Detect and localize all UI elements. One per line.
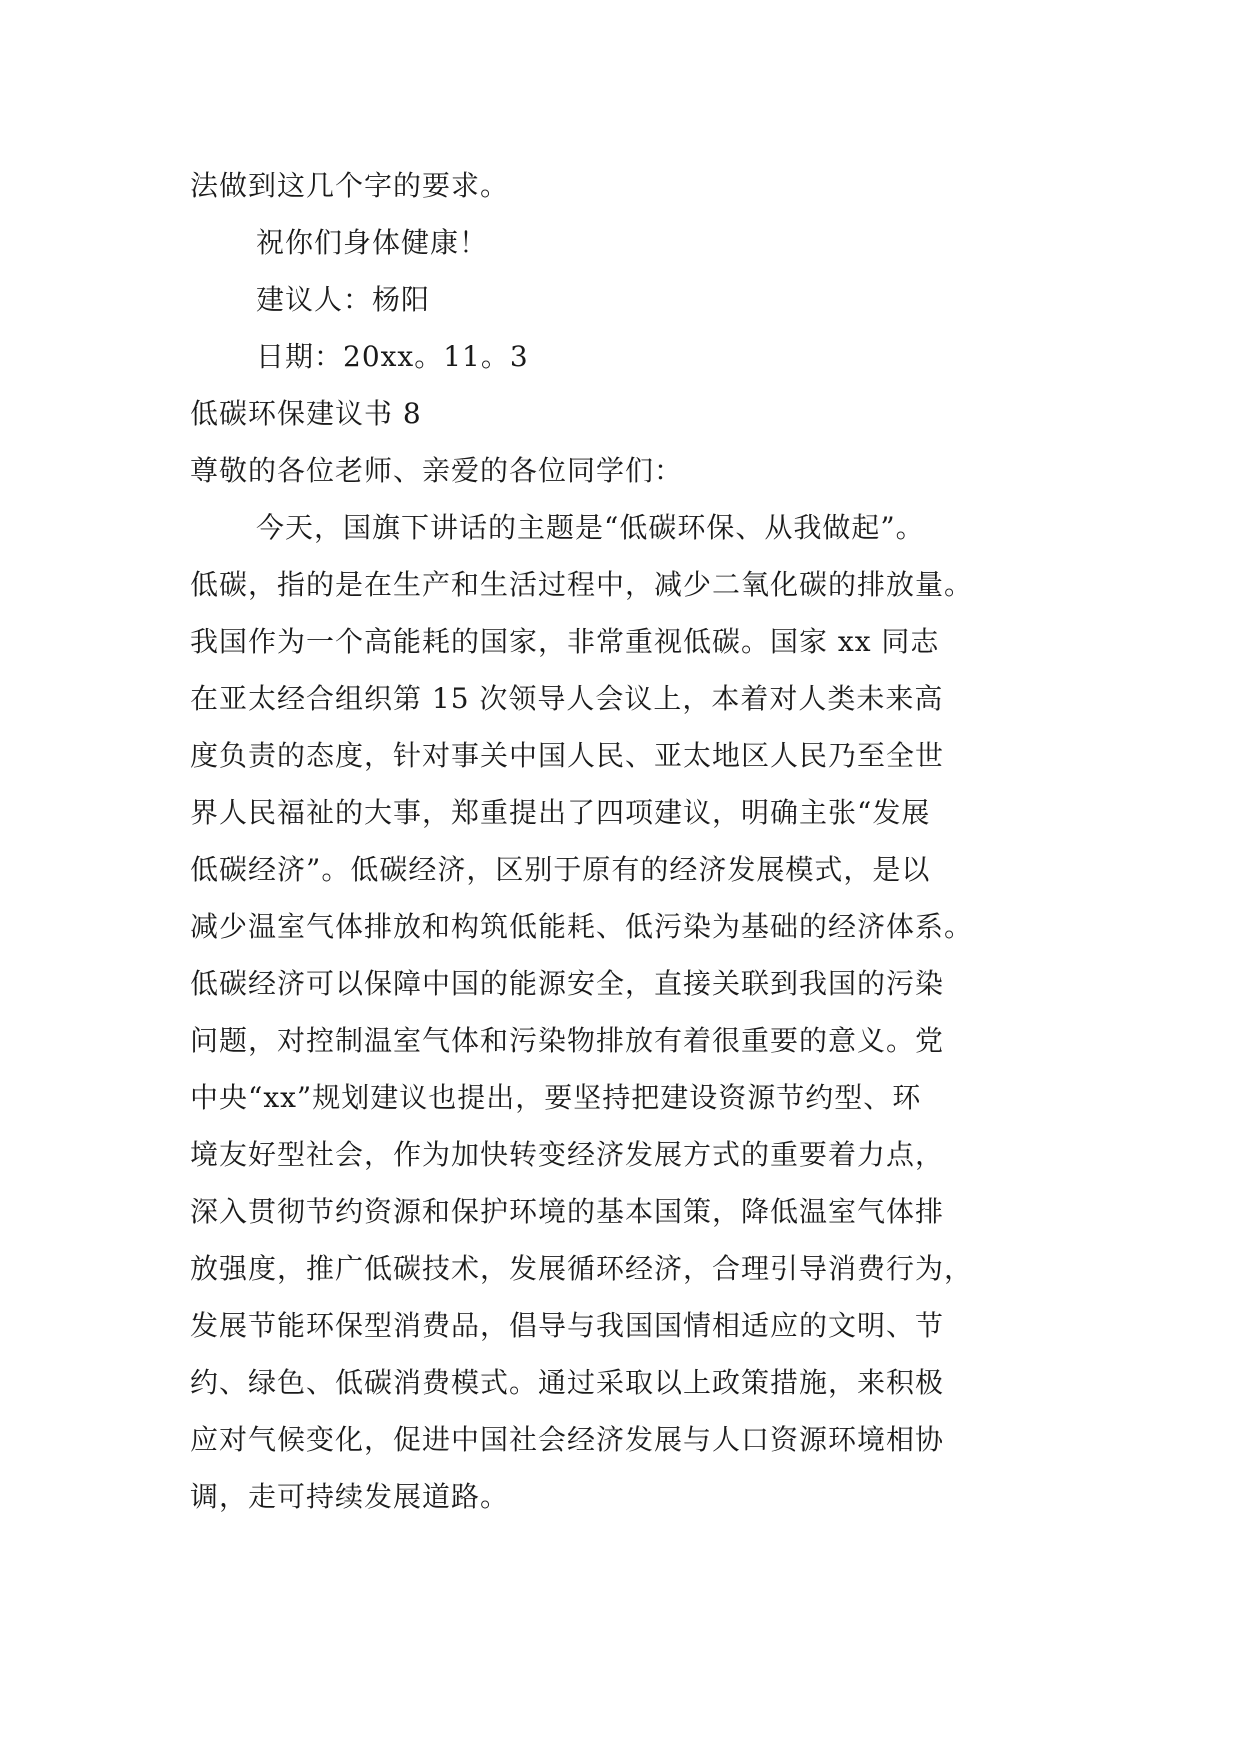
body-line: 境友好型社会，作为加快转变经济发展方式的重要着力点， [190,1138,945,1171]
body-line: 调，走可持续发展道路。 [190,1480,510,1513]
body-line: 低碳，指的是在生产和生活过程中，减少二氧化碳的排放量。 [190,568,974,601]
body-line: 在亚太经合组织第 15 次领导人会议上，本着对人类未来高 [190,682,944,715]
body-line: 问题，对控制温室气体和污染物排放有着很重要的意义。党 [190,1024,945,1057]
closing-line: 祝你们身体健康！ [256,226,489,259]
body-line: 减少温室气体排放和构筑低能耗、低污染为基础的经济体系。 [190,910,974,943]
body-line: 界人民福祉的大事，郑重提出了四项建议，明确主张“发展 [190,796,931,829]
body-line: 应对气候变化，促进中国社会经济发展与人口资源环境相协 [190,1423,945,1456]
section-title: 低碳环保建议书 8 [190,397,422,430]
body-line: 放强度，推广低碳技术，发展循环经济，合理引导消费行为， [190,1252,974,1285]
body-line: 发展节能环保型消费品，倡导与我国国情相适应的文明、节 [190,1309,945,1342]
body-line: 低碳经济”。低碳经济，区别于原有的经济发展模式，是以 [190,853,931,886]
salutation-line: 尊敬的各位老师、亲爱的各位同学们： [190,454,684,487]
body-line: 今天，国旗下讲话的主题是“低碳环保、从我做起”。 [256,511,925,544]
body-line: 约、绿色、低碳消费模式。通过采取以上政策措施，来积极 [190,1366,945,1399]
date-line: 日期：20xx。11。3 [256,340,529,373]
signature-line: 建议人：杨阳 [256,283,431,316]
body-line: 中央“xx”规划建议也提出，要坚持把建设资源节约型、环 [190,1081,922,1114]
body-line: 深入贯彻节约资源和保护环境的基本国策，降低温室气体排 [190,1195,945,1228]
body-line: 低碳经济可以保障中国的能源安全，直接关联到我国的污染 [190,967,945,1000]
body-line: 度负责的态度，针对事关中国人民、亚太地区人民乃至全世 [190,739,945,772]
continuation-line: 法做到这几个字的要求。 [190,169,510,202]
body-line: 我国作为一个高能耗的国家，非常重视低碳。国家 xx 同志 [190,625,940,658]
